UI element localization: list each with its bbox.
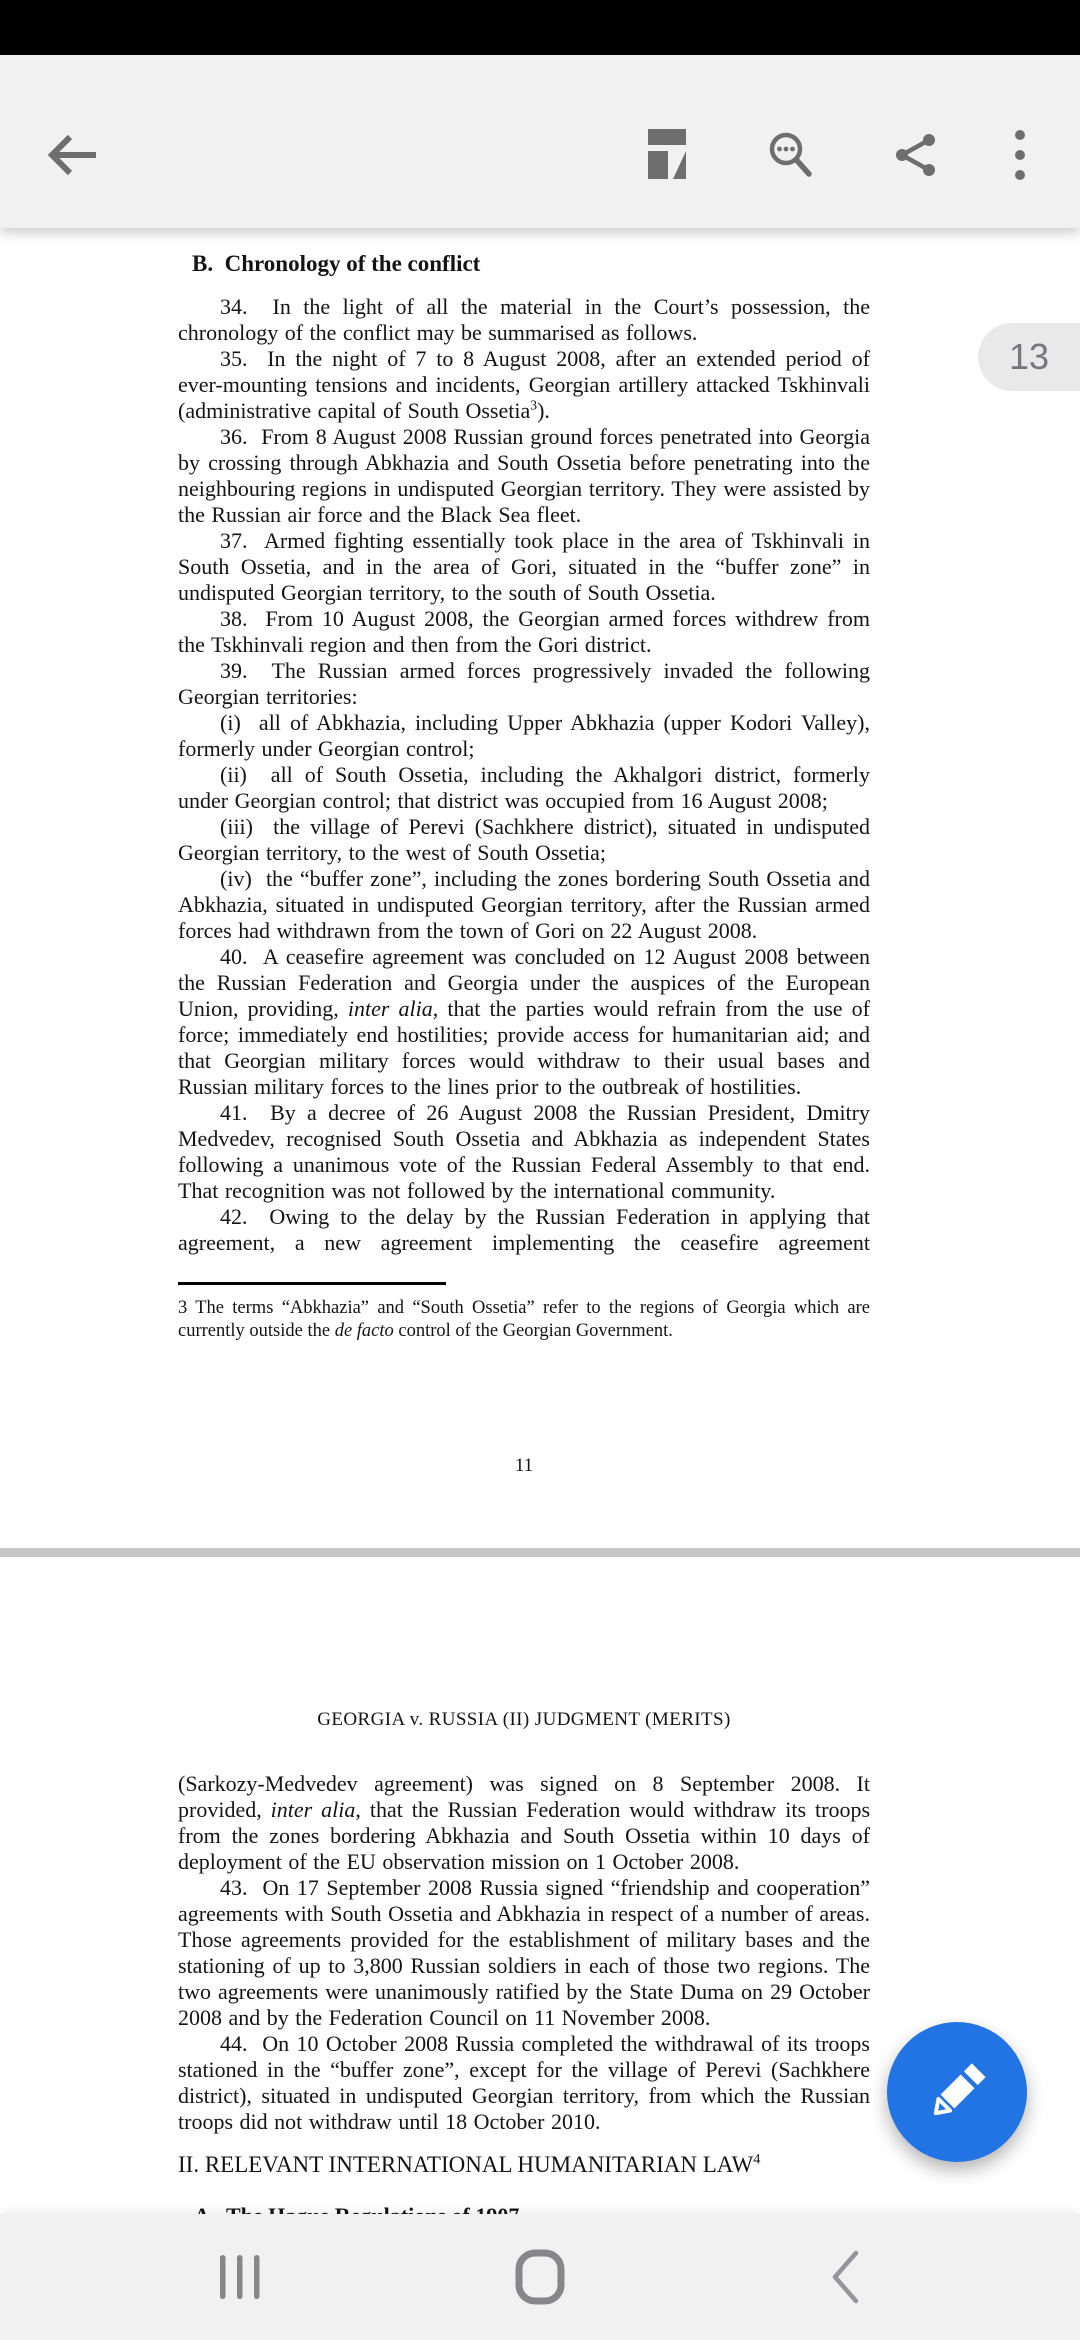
footnote-rule <box>178 1282 446 1285</box>
paragraph: (iii) the village of Perevi (Sachkhere district), situated in undisputed Georgian territory, to the west of South Ossetia; <box>178 814 870 865</box>
paragraph: 37. Armed fighting essentially took place in the area of Tskhinvali in South Ossetia, and in the area of Gori, situated in the “buffer zone” in undisputed Georgian territory, to the south of South Ossetia. <box>178 528 870 605</box>
page-11-paragraphs <box>178 294 870 1256</box>
home-icon <box>515 2249 565 2305</box>
paragraph: 40. A ceasefire agreement was concluded on 12 August 2008 between the Russian Federation and Georgia under the auspices of the European Union, providing, inter alia, that the parties would refrain from the use of force; immediately end hostilities; provide access for humanitarian aid; and that Georgian military forces would withdraw to their usual bases and Russian military forces to the lines prior to the outbreak of hostilities. <box>178 944 870 1099</box>
overflow-menu-icon <box>1014 127 1026 183</box>
toolbar <box>0 55 1080 228</box>
home-button[interactable] <box>495 2214 585 2340</box>
footnote: 3 The terms “Abkhazia” and “South Ossetia” refer to the regions of Georgia which are currently outside the de facto control of the Georgian Government. <box>178 1298 870 1341</box>
paragraph: 38. From 10 August 2008, the Georgian armed forces withdrew from the Tskhinvali region and then from the Gori district. <box>178 606 870 657</box>
paragraph: 43. On 17 September 2008 Russia signed “friendship and cooperation” agreements with South Ossetia and Abkhazia in respect of a number of areas. Those agreements provided for the establishment of military bases and the stationing of up to 3,800 Russian soldiers in each of those two regions. The two agreements were unanimously ratified by the State Duma on 29 October 2008 and by the Federation Council on 11 November 2008. <box>178 1875 870 2030</box>
document-viewport[interactable] <box>0 228 1080 2214</box>
paragraph: 42. Owing to the delay by the Russian Federation in applying that agreement, a new agreement implementing the ceasefire agreement <box>178 1204 870 1255</box>
page-view-icon <box>646 127 690 183</box>
share-icon <box>892 131 940 179</box>
share-button[interactable] <box>892 131 940 179</box>
paragraph: (i) all of Abkhazia, including Upper Abkhazia (upper Kodori Valley), formerly under Georgian control; <box>178 710 870 761</box>
back-button[interactable] <box>44 132 102 178</box>
paragraph: (ii) all of South Ossetia, including the Akhalgori district, formerly under Georgian control; that district was occupied from 16 August 2008; <box>178 762 870 813</box>
status-bar <box>0 0 1080 55</box>
find-in-document-button[interactable] <box>764 129 818 181</box>
edit-pencil-icon <box>921 2056 993 2128</box>
paragraph: 36. From 8 August 2008 Russian ground forces penetrated into Georgia by crossing through Abkhazia and South Ossetia before penetrating into the neighbouring regions in undisputed Georgian territory. They were assisted by the Russian air force and the Black Sea fleet. <box>178 424 870 527</box>
paragraph: 41. By a decree of 26 August 2008 the Russian President, Dmitry Medvedev, recognised South Ossetia and Abkhazia as independent States following a unanimous vote of the Russian Federal Assembly to that end. That recognition was not followed by the international community. <box>178 1100 870 1203</box>
paragraph: (Sarkozy-Medvedev agreement) was signed on 8 September 2008. It provided, inter alia, that the Russian Federation would withdraw its troops from the zones bordering Abkhazia and South Ossetia within 10 days of deployment of the EU observation mission on 1 October 2008. <box>178 1771 871 1874</box>
overflow-menu-button[interactable] <box>1014 127 1026 183</box>
paragraph: 44. On 10 October 2008 Russia completed the withdrawal of its troops stationed in the “buffer zone”, except for the village of Perevi (Sachkhere district), situated in undisputed Georgian territory, from which the Russian troops did not withdraw until 18 October 2010. <box>178 2031 870 2134</box>
back-arrow-icon <box>44 132 102 178</box>
back-chevron-icon <box>829 2249 861 2305</box>
back-nav-button[interactable] <box>800 2214 890 2340</box>
page-separator <box>0 1548 1080 1557</box>
pdf-page-11 <box>0 228 1080 1548</box>
edit-fab[interactable] <box>887 2022 1027 2162</box>
paragraph: (iv) the “buffer zone”, including the zones bordering South Ossetia and Abkhazia, situated in undisputed Georgian territory, after the Russian armed forces had withdrawn from the town of Gori on 22 August 2008. <box>178 866 870 943</box>
document-section-heading: B. Chronology of the conflict <box>192 251 481 276</box>
recent-apps-icon <box>218 2253 262 2301</box>
recent-apps-button[interactable] <box>195 2214 285 2340</box>
document-section-heading: II. RELEVANT INTERNATIONAL HUMANITARIAN LAW$^4$ <box>178 2151 761 2177</box>
page-12-paragraphs <box>178 1771 870 2135</box>
page-indicator-badge: 13 <box>978 323 1080 391</box>
paragraph: 35. In the night of 7 to 8 August 2008, after an extended period of ever-mounting tensions and incidents, Georgian artillery attacked Tskhinvali (administrative capital of South Ossetia$^3$). <box>178 346 870 423</box>
paragraph: 39. The Russian armed forces progressively invaded the following Georgian territories: <box>178 658 870 709</box>
printed-page-number: 11 <box>514 1455 534 1476</box>
toolbar-actions <box>646 127 1026 183</box>
paragraph: 34. In the light of all the material in the Court’s possession, the chronology of the conflict may be summarised as follows. <box>178 294 870 345</box>
running-header: GEORGIA v. RUSSIA (II) JUDGMENT (MERITS) <box>317 1709 731 1730</box>
search-in-document-icon <box>764 129 818 181</box>
page-view-button[interactable] <box>646 127 690 183</box>
system-navigation-bar <box>0 2214 1080 2340</box>
